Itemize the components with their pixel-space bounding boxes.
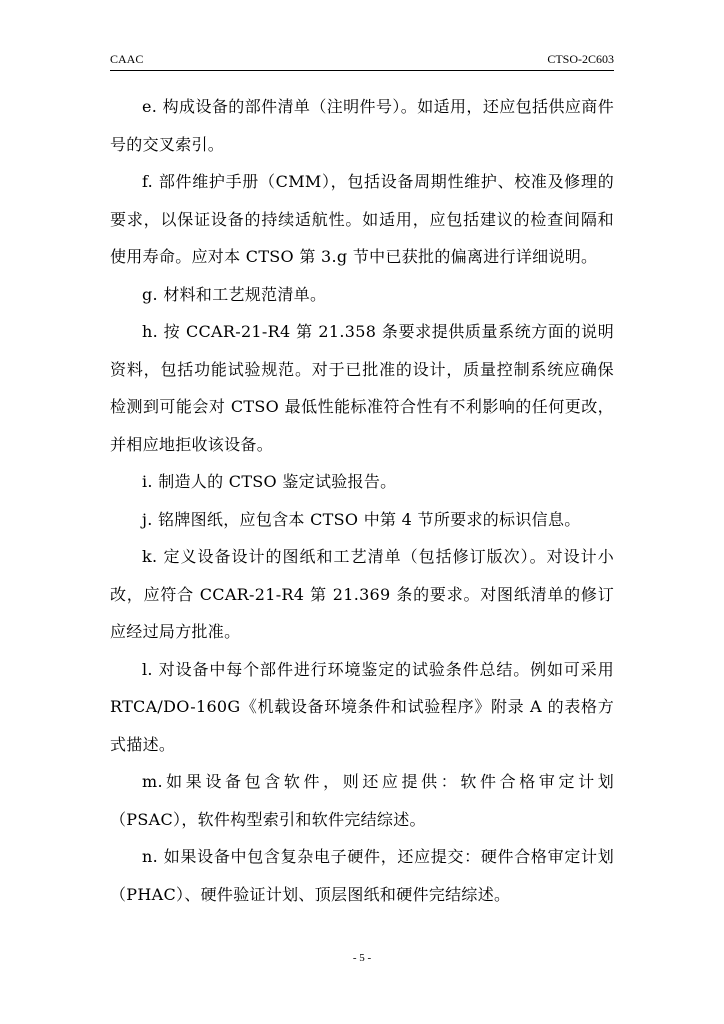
item-e: e. 构成设备的部件清单（注明件号）。如适用，还应包括供应商件号的交叉索引。 <box>110 97 614 154</box>
item-h: h. 按 CCAR-21-R4 第 21.358 条要求提供质量系统方面的说明资料，包括功能试验规范。对于已批准的设计，质量控制系统应确保检测到可能会对 CTSO 最低性能标准符合性有不利影响的任何更改，并相应地拒收该设备。 <box>110 322 614 454</box>
page-number: - 5 - <box>352 952 372 964</box>
header-doc-number: CTSO-2C603 <box>547 52 614 66</box>
item-g: g. 材料和工艺规范清单。 <box>142 284 327 304</box>
item-k: k. 定义设备设计的图纸和工艺清单（包括修订版次）。对设计小改，应符合 CCAR-21-R4 第 21.369 条的要求。对图纸清单的修订应经过局方批准。 <box>110 547 614 641</box>
item-m: m.如果设备包含软件，则还应提供：软件合格审定计划（PSAC），软件构型索引和软件完结综述。 <box>110 772 614 829</box>
item-f: f. 部件维护手册（CMM），包括设备周期性维护、校准及修理的要求，以保证设备的持续适航性。如适用，应包括建议的检查间隔和使用寿命。应对本 CTSO 第 3.g 节中已获批的偏离进行详细说明。 <box>110 172 614 266</box>
item-i: i. 制造人的 CTSO 鉴定试验报告。 <box>142 472 397 491</box>
header-org: CAAC <box>110 52 144 66</box>
document-body <box>110 88 614 913</box>
page-header <box>110 52 614 70</box>
header-divider <box>110 70 614 71</box>
item-l: l. 对设备中每个部件进行环境鉴定的试验条件总结。例如可采用 RTCA/DO-160G《机载设备环境条件和试验程序》附录 A 的表格方式描述。 <box>110 659 614 754</box>
item-j: j. 铭牌图纸，应包含本 CTSO 中第 4 节所要求的标识信息。 <box>142 509 581 529</box>
item-n: n. 如果设备中包含复杂电子硬件，还应提交：硬件合格审定计划（PHAC）、硬件验证计划、顶层图纸和硬件完结综述。 <box>110 847 614 904</box>
